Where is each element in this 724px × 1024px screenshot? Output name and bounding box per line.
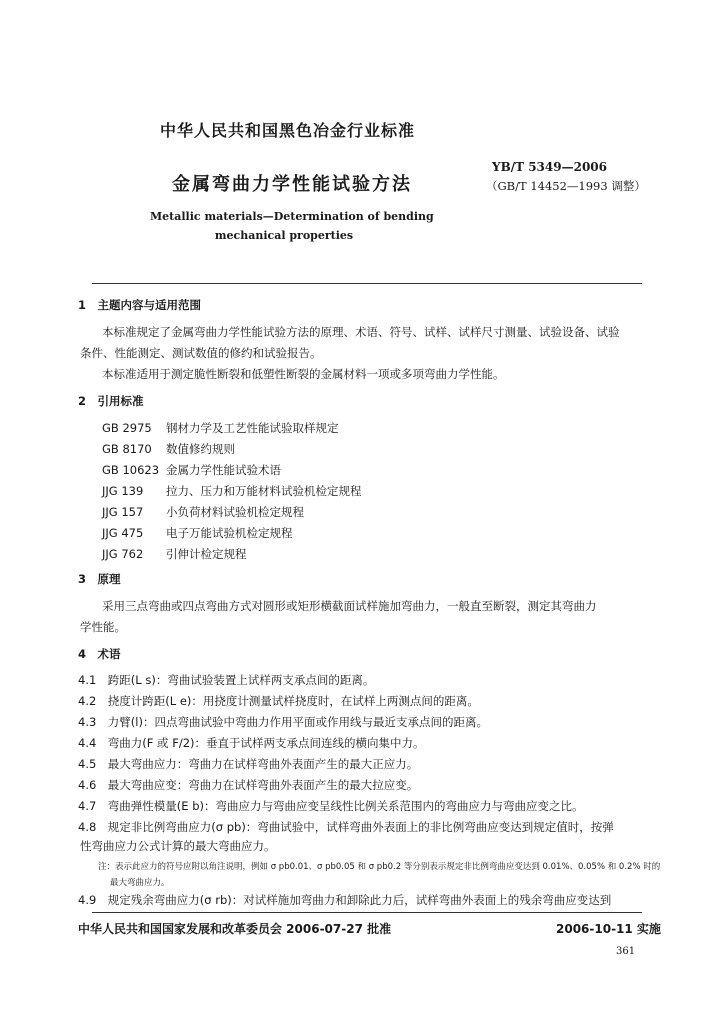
replaces-standard: （GB/T 14452—1993 调整） xyxy=(486,179,646,193)
reference-item xyxy=(102,525,293,542)
approval-line: 中华人民共和国国家发展和改革委员会 2006-07-27 批准 xyxy=(78,922,392,936)
reference-item xyxy=(102,462,281,479)
section-3-line2: 学性能。 xyxy=(80,620,126,634)
footer-divider xyxy=(92,912,642,913)
section-1-heading: 1 主题内容与适用范围 xyxy=(78,298,202,312)
term-4-4: 4.4 弯曲力(F 或 F/2)：垂直于试样两支承点间连线的横向集中力。 xyxy=(78,736,425,750)
header-divider xyxy=(92,283,642,284)
section-1-para1-line1: 本标准规定了金属弯曲力学性能试验方法的原理、术语、符号、试样、试样尺寸测量、试验设备、试验 xyxy=(102,325,620,339)
reference-code: JJG 157 xyxy=(102,505,144,519)
reference-title: 金属力学性能试验术语 xyxy=(166,463,281,477)
term-4-7: 4.7 弯曲弹性模量(E b)：弯曲应力与弯曲应变呈线性比例关系范围内的弯曲应力与弯曲应变之比。 xyxy=(78,799,584,813)
section-3-line1: 采用三点弯曲或四点弯曲方式对圆形或矩形横截面试样施加弯曲力，一般直至断裂，测定其弯曲力 xyxy=(102,599,597,613)
term-4-3: 4.3 力臂(l)：四点弯曲试验中弯曲力作用平面或作用线与最近支承点间的距离。 xyxy=(78,715,488,729)
standard-code: YB/T 5349—2006 xyxy=(492,160,607,174)
reference-title: 电子万能试验机检定规程 xyxy=(166,526,293,540)
reference-title: 拉力、压力和万能材料试验机检定规程 xyxy=(166,484,362,498)
reference-title: 数值修约规则 xyxy=(166,442,235,456)
note-line2: 最大弯曲应力。 xyxy=(110,878,170,888)
section-1-para1-line2: 条件、性能测定、测试数值的修约和试验报告。 xyxy=(80,346,322,360)
page-number: 361 xyxy=(616,946,636,957)
document-title-en-line1: Metallic materials—Determination of bending xyxy=(150,210,434,223)
reference-title: 引伸计检定规程 xyxy=(166,547,247,561)
reference-item xyxy=(102,441,235,458)
issuing-organization: 中华人民共和国黑色冶金行业标准 xyxy=(160,121,416,140)
note-line1: 注：表示此应力的符号应附以角注说明，例如 σ pb0.01、σ pb0.05 和 σ pb0.2 等分别表示规定非比例弯曲应变达到 0.01%、0.05% 和 0.2% 时的 xyxy=(98,862,661,872)
term-4-1: 4.1 跨距(L s)：弯曲试验装置上试样两支承点间的距离。 xyxy=(78,673,375,687)
reference-item xyxy=(102,504,304,521)
term-4-9-line1: 4.9 规定残余弯曲应力(σ rb)：对试样施加弯曲力和卸除此力后，试样弯曲外表面上的残余弯曲应变达到 xyxy=(78,893,612,907)
term-4-8-line1: 4.8 规定非比例弯曲应力(σ pb)：弯曲试验中，试样弯曲外表面上的非比例弯曲应变达到规定值时，按弹 xyxy=(78,820,614,834)
reference-item xyxy=(102,483,362,500)
term-4-8-line2: 性弯曲应力公式计算的最大弯曲应力。 xyxy=(80,839,276,853)
reference-code: JJG 475 xyxy=(102,526,144,540)
reference-code: JJG 762 xyxy=(102,547,144,561)
term-4-2: 4.2 挠度计跨距(L e)：用挠度计测量试样挠度时，在试样上两测点间的距离。 xyxy=(78,694,479,708)
reference-code: GB 2975 xyxy=(102,421,152,435)
section-1-para2: 本标准适用于测定脆性断裂和低塑性断裂的金属材料一项或多项弯曲力学性能。 xyxy=(102,367,505,381)
document-title-en-line2: mechanical properties xyxy=(214,229,354,242)
document-title-cn: 金属弯曲力学性能试验方法 xyxy=(172,174,412,195)
section-4-heading: 4 术语 xyxy=(78,647,121,661)
section-3-heading: 3 原理 xyxy=(78,572,121,586)
reference-code: JJG 139 xyxy=(102,484,144,498)
effective-date: 2006-10-11 实施 xyxy=(556,922,661,936)
term-4-6: 4.6 最大弯曲应变：弯曲力在试样弯曲外表面产生的最大拉应变。 xyxy=(78,778,419,792)
reference-title: 钢材力学及工艺性能试验取样规定 xyxy=(166,421,339,435)
reference-item xyxy=(102,546,247,563)
term-4-5: 4.5 最大弯曲应力：弯曲力在试样弯曲外表面产生的最大正应力。 xyxy=(78,757,419,771)
reference-title: 小负荷材料试验机检定规程 xyxy=(166,505,304,519)
reference-code: GB 8170 xyxy=(102,442,152,456)
reference-code: GB 10623 xyxy=(102,463,160,477)
reference-item xyxy=(102,420,339,437)
section-2-heading: 2 引用标准 xyxy=(78,394,144,408)
